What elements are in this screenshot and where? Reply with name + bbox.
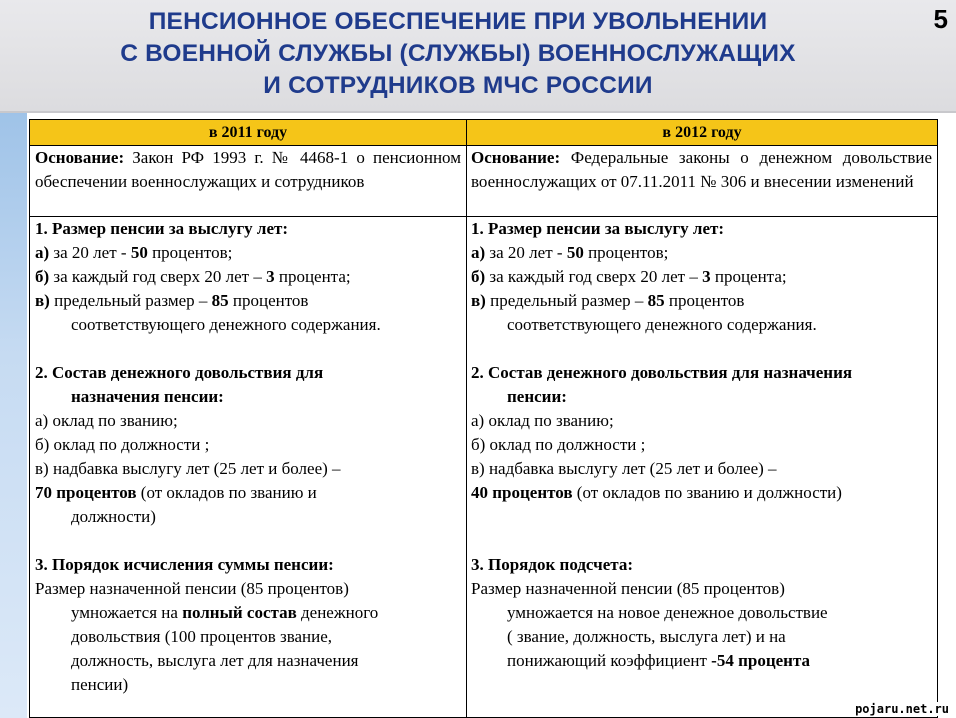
content-2012 — [471, 217, 933, 673]
list-item-continuation: должности) — [71, 507, 156, 526]
list-item-continuation: соответствующего денежного содержания. — [507, 315, 817, 334]
basis-2011 — [35, 146, 461, 194]
paragraph-line: умножается на полный состав денежного — [71, 603, 379, 622]
slide-title — [0, 6, 916, 102]
paragraph-line: пенсии) — [71, 675, 129, 694]
section-3-title: 3. Порядок подсчета: — [471, 555, 633, 574]
list-item: б) за каждый год сверх 20 лет – 3 процента; — [35, 267, 351, 286]
basis-text: Закон РФ 1993 г. № 4468-1 о пенсионном обеспечении военнослужащих и сотрудников — [35, 148, 461, 191]
section-1-title: 1. Размер пенсии за выслугу лет: — [471, 219, 725, 238]
list-item-continuation: соответствующего денежного содержания. — [71, 315, 381, 334]
section-3-title: 3. Порядок исчисления суммы пенсии: — [35, 555, 334, 574]
section-2-title-cont: назначения пенсии: — [71, 387, 224, 406]
basis-text: Федеральные законы о денежном довольствие военнослужащих от 07.11.2011 № 306 и внесении изменений — [471, 148, 932, 191]
section-2-title-cont: пенсии: — [507, 387, 567, 406]
title-line-3: И СОТРУДНИКОВ МЧС РОССИИ — [263, 72, 653, 99]
list-item: 40 процентов (от окладов по званию и должности) — [471, 483, 842, 502]
section-2-title: 2. Состав денежного довольствия для — [35, 363, 324, 382]
paragraph-line: должность, выслуга лет для назначения — [71, 651, 359, 670]
header-2012: в 2012 году — [662, 124, 742, 141]
list-item: 70 процентов (от окладов по званию и — [35, 483, 317, 502]
paragraph-line: довольствия (100 процентов звание, — [71, 627, 333, 646]
list-item: б) за каждый год сверх 20 лет – 3 процента; — [471, 267, 787, 286]
list-item: в) надбавка выслугу лет (25 лет и более) – — [35, 459, 341, 478]
list-item: а) оклад по званию; — [471, 411, 614, 430]
list-item: а) за 20 лет - 50 процентов; — [471, 243, 669, 262]
decorative-side-bar — [0, 113, 27, 718]
section-1-title: 1. Размер пенсии за выслугу лет: — [35, 219, 289, 238]
table-header-row — [30, 120, 937, 146]
content-2011 — [35, 217, 463, 697]
title-line-1: ПЕНСИОННОЕ ОБЕСПЕЧЕНИЕ ПРИ УВОЛЬНЕНИИ — [148, 8, 768, 35]
paragraph-line: понижающий коэффициент -54 процента — [507, 651, 811, 670]
basis-label: Основание: — [35, 148, 125, 167]
paragraph-line: умножается на новое денежное довольствие — [507, 603, 828, 622]
basis-label: Основание: — [471, 148, 561, 167]
list-item: а) за 20 лет - 50 процентов; — [35, 243, 233, 262]
list-item: в) предельный размер – 85 процентов — [471, 291, 745, 310]
paragraph-line: Размер назначенной пенсии (85 процентов) — [35, 579, 349, 598]
slide-header — [0, 0, 956, 113]
slide-number: 5 — [933, 4, 948, 34]
list-item: б) оклад по должности ; — [471, 435, 646, 454]
column-divider — [466, 120, 467, 717]
comparison-table — [29, 119, 938, 718]
list-item: в) надбавка выслугу лет (25 лет и более) – — [471, 459, 777, 478]
paragraph-line: Размер назначенной пенсии (85 процентов) — [471, 579, 785, 598]
list-item: а) оклад по званию; — [35, 411, 178, 430]
paragraph-line: ( звание, должность, выслуга лет) и на — [507, 627, 786, 646]
site-watermark: pojaru.net.ru — [852, 702, 952, 716]
header-2011: в 2011 году — [208, 124, 288, 141]
basis-2012 — [471, 146, 932, 194]
list-item: б) оклад по должности ; — [35, 435, 210, 454]
title-line-2: С ВОЕННОЙ СЛУЖБЫ (СЛУЖБЫ) ВОЕННОСЛУЖАЩИХ — [120, 40, 796, 67]
list-item: в) предельный размер – 85 процентов — [35, 291, 309, 310]
section-2-title: 2. Состав денежного довольствия для назначения — [471, 363, 853, 382]
